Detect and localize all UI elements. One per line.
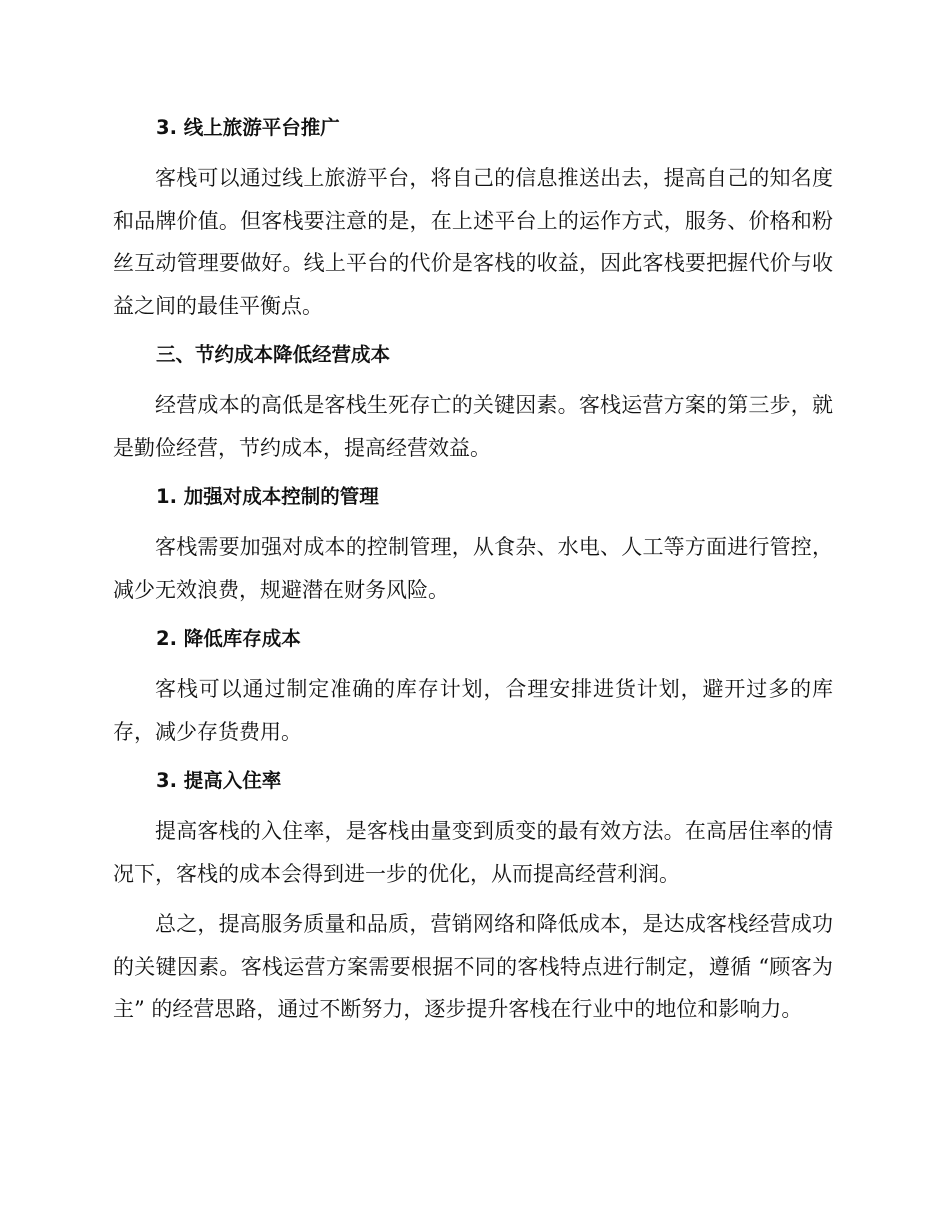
- paragraph-inventory-cost: 客栈可以通过制定准确的库存计划，合理安排进货计划，避开过多的库存，减少存货费用。: [113, 677, 833, 744]
- paragraph-cost-control: 客栈需要加强对成本的控制管理，从食杂、水电、人工等方面进行管控，减少无效浪费，规避潜在财务风险。: [113, 535, 833, 602]
- paragraph-conclusion: 总之，提高服务质量和品质，营销网络和降低成本，是达成客栈经营成功的关键因素。客栈运营方案需要根据不同的客栈特点进行制定，遵循 “顾客为主” 的经营思路，通过不断努力，逐步提升客栈在行业中的地位和影响力。: [113, 912, 833, 1021]
- paragraph-online-promotion: 客栈可以通过线上旅游平台，将自己的信息推送出去，提高自己的知名度和品牌价值。但客栈要注意的是，在上述平台上的运作方式，服务、价格和粉丝互动管理要做好。线上平台的代价是客栈的收益，因此客栈要把握代价与收益之间的最佳平衡点。: [113, 166, 833, 318]
- section-heading-inventory-cost: 2. 降低库存成本: [156, 627, 301, 650]
- section-heading-cost-saving: 三、节约成本降低经营成本: [156, 343, 391, 366]
- section-heading-occupancy-rate: 3. 提高入住率: [156, 769, 282, 792]
- paragraph-cost-saving-intro: 经营成本的高低是客栈生死存亡的关键因素。客栈运营方案的第三步，就是勤俭经营，节约成本，提高经营效益。: [113, 393, 833, 460]
- document-body: [113, 108, 833, 1031]
- section-heading-online-promotion: 3. 线上旅游平台推广: [156, 116, 340, 139]
- paragraph-occupancy-rate: 提高客栈的入住率，是客栈由量变到质变的最有效方法。在高居住率的情况下，客栈的成本会得到进一步的优化，从而提高经营利润。: [113, 819, 833, 886]
- section-heading-cost-control: 1. 加强对成本控制的管理: [156, 485, 379, 508]
